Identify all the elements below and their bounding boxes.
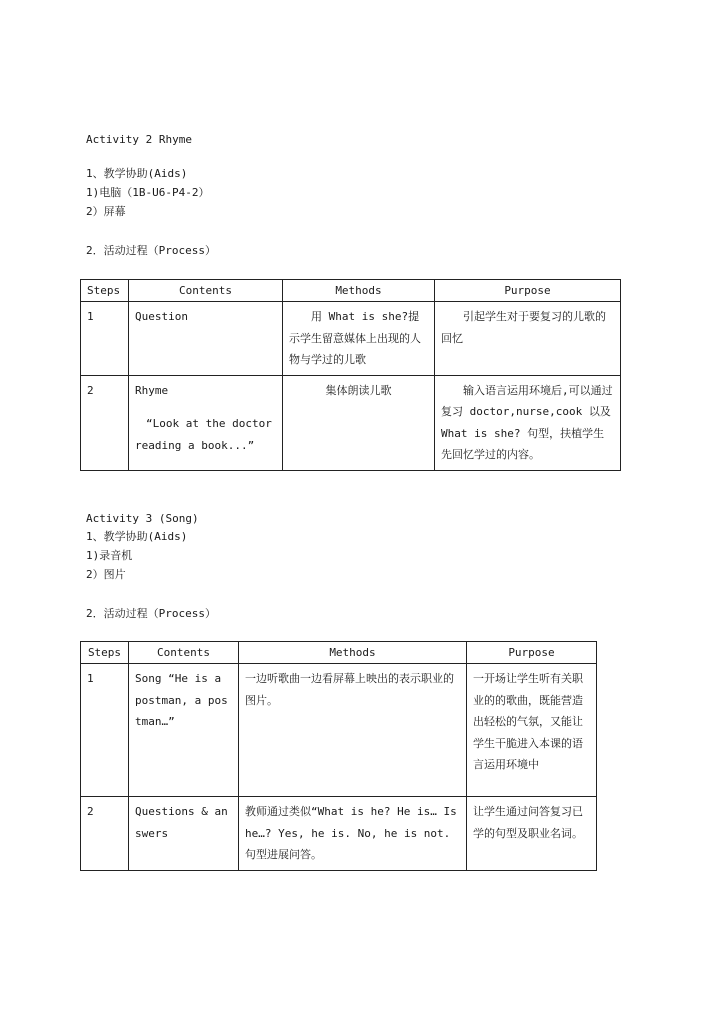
activity3-aids-item-1: 1)录音机 <box>86 549 133 562</box>
activity2-aids-item-2: 2）屏幕 <box>86 205 126 218</box>
cell-step: 1 <box>81 302 129 376</box>
cell-contents: Questions & answers <box>129 797 239 871</box>
header-purpose: Purpose <box>435 280 621 302</box>
header-methods: Methods <box>239 642 467 664</box>
header-contents: Contents <box>129 280 283 302</box>
cell-contents <box>129 375 283 470</box>
cell-methods: 集体朗读儿歌 <box>283 375 435 470</box>
cell-purpose: 输入语言运用环境后,可以通过复习 doctor,nurse,cook 以及 What is she? 句型，扶植学生先回忆学过的内容。 <box>435 375 621 470</box>
cell-methods: 用 What is she?提示学生留意媒体上出现的人物与学过的儿歌 <box>283 302 435 376</box>
activity3-table <box>80 641 597 871</box>
table-row <box>81 664 597 797</box>
cell-contents-quote: “Look at the doctor reading a book...” <box>135 417 272 452</box>
cell-purpose: 让学生通过问答复习已学的句型及职业名词。 <box>467 797 597 871</box>
activity2-table <box>80 279 621 471</box>
activity2-aids-heading: 1、教学协助(Aids) <box>86 167 188 180</box>
table-row <box>81 797 597 871</box>
table-header-row <box>81 642 597 664</box>
cell-step: 2 <box>81 797 129 871</box>
cell-step: 2 <box>81 375 129 470</box>
cell-purpose: 一开场让学生听有关职业的的歌曲，既能营造出轻松的气氛，又能让学生干脆进入本课的语言运用环境中 <box>467 664 597 797</box>
activity3-aids-heading: 1、教学协助(Aids) <box>86 530 188 543</box>
activity2-aids-item-1: 1)电脑（1B-U6-P4-2） <box>86 186 210 199</box>
header-purpose: Purpose <box>467 642 597 664</box>
header-contents: Contents <box>129 642 239 664</box>
header-steps: Steps <box>81 280 129 302</box>
cell-methods: 教师通过类似“What is he? He is… Is he…? Yes, he is. No, he is not.句型进展问答。 <box>239 797 467 871</box>
activity3-title: Activity 3 (Song) <box>86 512 199 525</box>
header-methods: Methods <box>283 280 435 302</box>
cell-methods: 一边听歌曲一边看屏幕上映出的表示职业的图片。 <box>239 664 467 797</box>
table-header-row <box>81 280 621 302</box>
activity3-aids-item-2: 2）图片 <box>86 568 126 581</box>
header-steps: Steps <box>81 642 129 664</box>
table-row <box>81 375 621 470</box>
activity3-process-heading: 2．活动过程（Process） <box>86 607 216 620</box>
table-row <box>81 302 621 376</box>
cell-step: 1 <box>81 664 129 797</box>
cell-contents-title: Rhyme <box>135 383 169 397</box>
cell-purpose: 引起学生对于要复习的儿歌的回忆 <box>435 302 621 376</box>
activity2-process-heading: 2．活动过程（Process） <box>86 244 216 257</box>
activity2-title: Activity 2 Rhyme <box>86 133 192 146</box>
cell-contents: Song “He is a postman, a postman…” <box>129 664 239 797</box>
cell-contents: Question <box>129 302 283 376</box>
